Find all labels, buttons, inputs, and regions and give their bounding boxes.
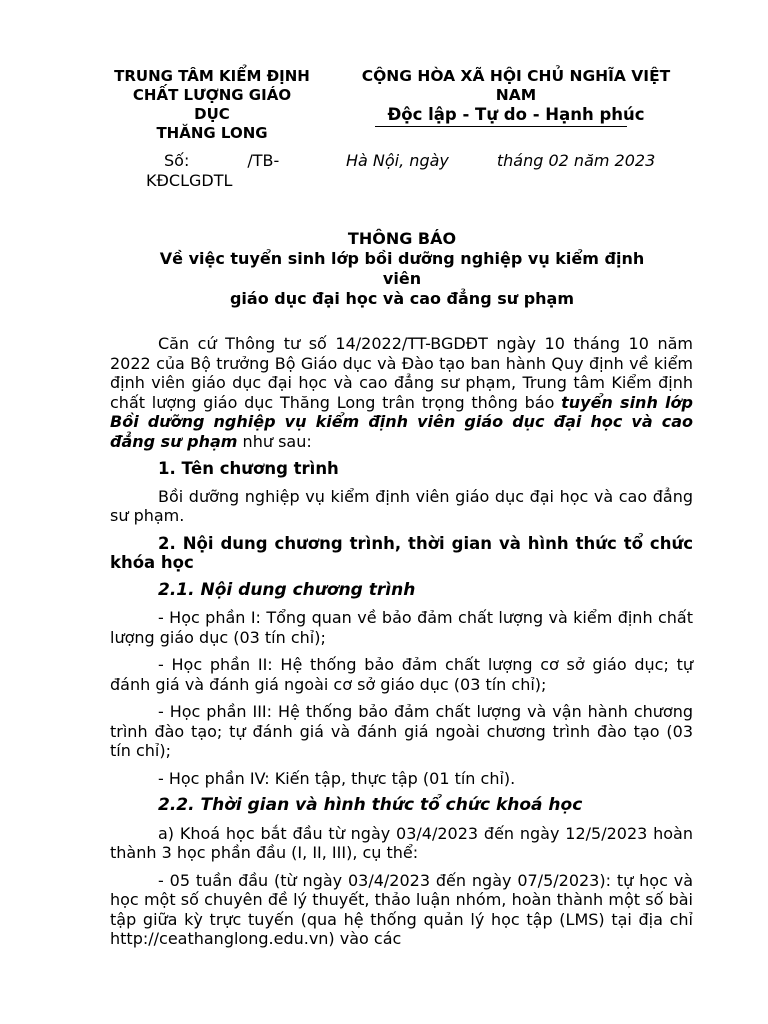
module-2: - Học phần II: Hệ thống bảo đảm chất lượng cơ sở giáo dục; tự đánh giá và đánh giá ngoài cơ sở giáo dục (03 tín chỉ); [110,655,693,694]
notice-subject-line-3: giáo dục đại học và cao đẳng sư phạm [229,289,575,308]
intro-tail: như sau: [237,431,312,451]
issuing-organization [108,67,316,143]
section-2-1-heading: 2.1. Nội dung chương trình [158,579,416,600]
intro-text: Căn cứ Thông tư số 14/2022/TT-BGDĐT ngày 10 tháng 10 năm 2022 của Bộ trưởng Bộ Giáo dục và Đào tạo ban hành Quy định về kiểm định viên giáo dục đại học và cao đẳng sư phạm, Trung tâm Kiểm định chất lượng giáo dục Thăng Long trân trọng thông báo [110,334,693,412]
national-title-line-2: NAM [495,86,537,104]
national-title-line-1: CỘNG HÒA XÃ HỘI CHỦ NGHĨA VIỆT [361,67,671,85]
date-place: Hà Nội, ngày [346,151,449,170]
section-1-heading: 1. Tên chương trình [158,459,339,478]
section-1-text: Bồi dưỡng nghiệp vụ kiểm định viên giáo dục đại học và cao đẳng sư phạm. [110,486,693,525]
document-body [110,334,693,949]
org-name-line-1: TRUNG TÂM KIỂM ĐỊNH [114,67,310,85]
motto-underline [375,126,627,127]
document-date [346,151,692,171]
notice-title: THÔNG BÁO [347,229,457,248]
module-3: - Học phần III: Hệ thống bảo đảm chất lượng và vận hành chương trình đào tạo; tự đánh giá và đánh giá ngoài chương trình đào tạo (03 tín chỉ); [110,702,693,760]
section-2-2-heading: 2.2. Thời gian và hình thức tổ chức khoá học [158,795,583,815]
notice-subject-line-1: Về việc tuyển sinh lớp bồi dưỡng nghiệp vụ kiểm định [159,249,645,268]
intro-paragraph [110,334,693,451]
notice-title-block [110,229,694,309]
org-name-line-2: CHẤT LƯỢNG GIÁO [132,86,292,104]
doc-number-code: KĐCLGDTL [146,171,233,190]
schedule-a: a) Khoá học bắt đầu từ ngày 03/4/2023 đến ngày 12/5/2023 hoàn thành 3 học phần đầu (I, II, III), cụ thể: [110,823,693,862]
document-number [146,151,340,191]
intro-emphasis: tuyển sinh lớp Bồi dưỡng nghiệp vụ kiểm định viên giáo dục đại học và cao đẳng sư phạm [110,392,693,451]
national-motto: Độc lập - Tự do - Hạnh phúc [387,105,645,124]
doc-number-prefix: Số: [164,151,190,170]
national-title [340,67,692,105]
section-2-heading: 2. Nội dung chương trình, thời gian và hình thức tổ chức khóa học [110,533,693,572]
doc-number-suffix: /TB- [247,151,280,170]
schedule-first-5-weeks: - 05 tuần đầu (từ ngày 03/4/2023 đến ngày 07/5/2023): tự học và học một số chuyên đề lý thuyết, thảo luận nhóm, hoàn thành một số bài tập giữa kỳ trực tuyến (qua hệ thống quản lý học tập (LMS) tại địa chỉ http://ceathanglong.edu.vn) vào các [110,870,693,948]
org-name-line-4: THĂNG LONG [156,124,268,142]
date-rest: tháng 02 năm 2023 [496,151,656,170]
org-name-line-3: DỤC [194,105,230,123]
module-1: - Học phần I: Tổng quan về bảo đảm chất lượng và kiểm định chất lượng giáo dục (03 tín chỉ); [110,608,693,647]
notice-subject-line-2: viên [382,269,422,288]
module-4: - Học phần IV: Kiến tập, thực tập (01 tín chỉ). [158,768,516,788]
